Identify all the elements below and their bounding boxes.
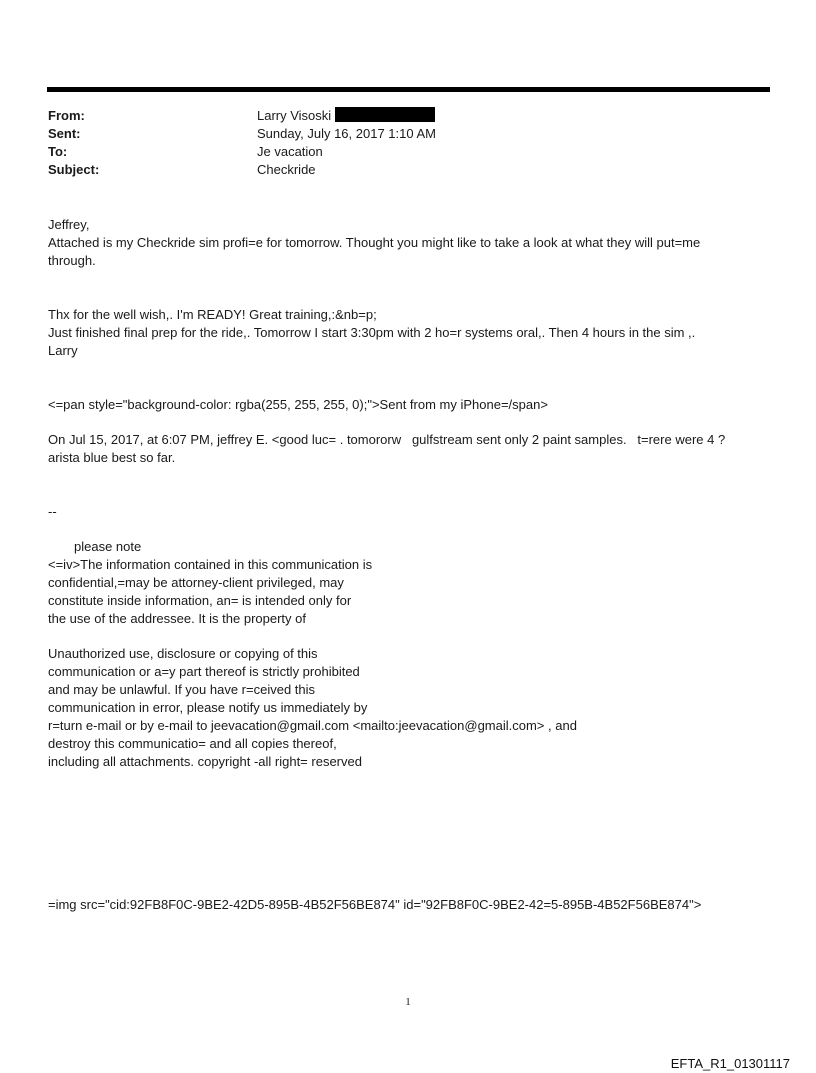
sent-label: Sent: [48, 126, 81, 141]
sent-from-line: <=pan style="background-color: rgba(255, 255, 255, 0);">Sent from my iPhone=/span> [48, 397, 548, 412]
quote-line-1: On Jul 15, 2017, at 6:07 PM, jeffrey E. <good luc= . tomororw gulfstream sent only 2 paint samples. t=rere were 4 ? [48, 432, 726, 447]
greeting: Jeffrey, [48, 217, 90, 232]
header-rule [47, 87, 770, 92]
subject-value: Checkride [257, 162, 316, 177]
disclaimer-line: constitute inside information, an= is intended only for [48, 593, 352, 608]
disclaimer-line: communication or a=y part thereof is strictly prohibited [48, 664, 360, 679]
from-value: Larry Visoski [257, 108, 332, 123]
paragraph-2-line-1: Thx for the well wish,. I'm READY! Great training,:&nb=p; [48, 307, 377, 322]
disclaimer-line: r=turn e-mail or by e-mail to jeevacation@gmail.com <mailto:jeevacation@gmail.com> , and [48, 718, 577, 733]
redaction-box [335, 107, 435, 122]
signature-separator: -- [48, 504, 57, 519]
sent-value: Sunday, July 16, 2017 1:10 AM [257, 126, 436, 141]
disclaimer-line: including all attachments. copyright -all right= reserved [48, 754, 362, 769]
document-id: EFTA_R1_01301117 [670, 1056, 790, 1071]
disclaimer-line: communication in error, please notify us immediately by [48, 700, 368, 715]
to-value: Je vacation [257, 144, 323, 159]
disclaimer-line: <=iv>The information contained in this communication is [48, 557, 373, 572]
from-label: From: [48, 108, 85, 123]
disclaimer-line: the use of the addressee. It is the property of [48, 611, 306, 626]
paragraph-1-line-1: Attached is my Checkride sim profi=e for tomorrow. Thought you might like to take a look at what they will put=me [48, 235, 701, 250]
please-note: please note [74, 539, 142, 554]
disclaimer-block-2 [48, 645, 577, 771]
disclaimer-line: Unauthorized use, disclosure or copying of this [48, 646, 318, 661]
paragraph-1-line-2: through. [48, 253, 96, 268]
quote-line-2: arista blue best so far. [48, 450, 176, 465]
disclaimer-block-1 [48, 556, 372, 628]
disclaimer-line: destroy this communicatio= and all copies thereof, [48, 736, 337, 751]
disclaimer-line: confidential,=may be attorney-client privileged, may [48, 575, 344, 590]
disclaimer-line: and may be unlawful. If you have r=ceived this [48, 682, 316, 697]
img-tag-line: =img src="cid:92FB8F0C-9BE2-42D5-895B-4B52F56BE874" id="92FB8F0C-9BE2-42=5-895B-4B52F56BE874"> [48, 897, 702, 912]
subject-label: Subject: [48, 162, 100, 177]
paragraph-2-line-2: Just finished final prep for the ride,. Tomorrow I start 3:30pm with 2 ho=r systems oral,. Then 4 hours in the sim ,. [48, 325, 696, 340]
page-number: 1 [405, 996, 411, 1008]
paragraph-2-line-3: Larry [48, 343, 78, 358]
to-label: To: [48, 144, 68, 159]
